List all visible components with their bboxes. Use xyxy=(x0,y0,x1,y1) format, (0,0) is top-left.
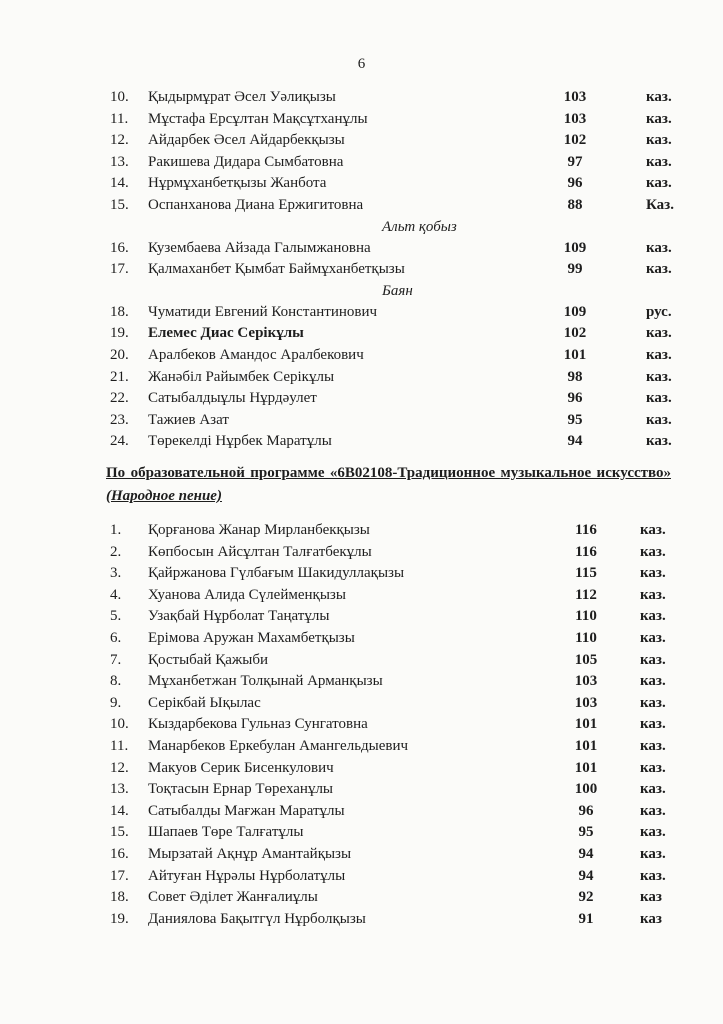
row-language: каз. xyxy=(640,759,666,776)
list-row xyxy=(0,758,723,780)
row-score: 102 xyxy=(563,325,587,342)
row-language: каз. xyxy=(640,522,666,538)
program-heading-italic: (Народное пение) xyxy=(106,488,222,504)
row-number: 2. xyxy=(110,543,122,560)
row-number: 13. xyxy=(110,153,129,170)
row-language: каз. xyxy=(646,110,672,127)
row-number: 17. xyxy=(110,261,129,278)
row-score: 97 xyxy=(567,153,583,170)
row-score: 115 xyxy=(575,565,597,582)
list-row xyxy=(0,628,723,650)
row-score: 103 xyxy=(574,694,598,711)
row-number: 19. xyxy=(110,910,129,927)
row-number: 11. xyxy=(110,737,129,754)
row-name: Шапаев Төре Талғатұлы xyxy=(148,824,304,841)
row-score: 116 xyxy=(575,522,597,538)
row-name: Ракишева Дидара Сымбатовна xyxy=(148,153,344,170)
rows-block-folk-singing xyxy=(0,520,723,930)
row-number: 9. xyxy=(110,694,122,711)
rows-block-kobyz xyxy=(0,87,723,217)
row-name: Қорғанова Жанар Мирланбекқызы xyxy=(148,522,370,538)
row-number: 20. xyxy=(110,346,129,363)
row-number: 13. xyxy=(110,781,129,798)
row-language: каз. xyxy=(640,586,666,603)
row-score: 112 xyxy=(575,586,597,603)
row-score: 101 xyxy=(574,737,598,754)
row-score: 110 xyxy=(575,629,597,646)
row-name: Хуанова Алида Сүлейменқызы xyxy=(148,586,346,603)
row-name: Тоқтасын Ернар Төреханұлы xyxy=(148,781,334,798)
row-name: Сатыбалдыұлы Нұрдәулет xyxy=(148,390,317,407)
row-name: Серікбай Ықылас xyxy=(148,694,261,711)
row-score: 109 xyxy=(563,239,587,256)
row-language: Каз. xyxy=(646,196,674,213)
row-name: Көпбосын Айсұлтан Талғатбекұлы xyxy=(148,543,372,560)
row-language: каз. xyxy=(640,543,666,560)
subheading-alt-kobyz: Альт қобыз xyxy=(382,218,457,235)
list-row xyxy=(0,130,723,152)
list-row xyxy=(0,109,723,131)
list-row xyxy=(0,693,723,715)
row-name: Айтуған Нұрәлы Нұрболатұлы xyxy=(148,867,346,884)
row-name: Қайржанова Гүлбағым Шакидуллақызы xyxy=(148,565,405,582)
row-language: каз. xyxy=(640,694,666,711)
row-number: 7. xyxy=(110,651,122,668)
row-score: 94 xyxy=(578,867,594,884)
list-row xyxy=(0,822,723,844)
list-row xyxy=(0,345,723,367)
row-language: каз. xyxy=(646,153,672,170)
row-name: Чуматиди Евгений Константинович xyxy=(148,303,378,320)
row-name: Мұханбетжан Толқынай Арманқызы xyxy=(148,673,383,690)
row-number: 18. xyxy=(110,889,129,906)
list-row xyxy=(0,173,723,195)
list-row xyxy=(0,302,723,324)
row-language: каз. xyxy=(640,845,666,862)
row-name: Төрекелді Нұрбек Маратұлы xyxy=(148,433,332,450)
row-language: каз. xyxy=(646,433,672,450)
row-language: каз. xyxy=(646,390,672,407)
list-row xyxy=(0,866,723,888)
row-score: 96 xyxy=(567,390,583,407)
row-number: 17. xyxy=(110,867,129,884)
rows-block-bayan xyxy=(0,302,723,453)
list-row xyxy=(0,195,723,217)
row-number: 10. xyxy=(110,716,129,733)
row-name: Жанәбіл Райымбек Серікұлы xyxy=(148,368,335,385)
row-number: 14. xyxy=(110,175,129,192)
row-name: Кыздарбекова Гульназ Сунгатовна xyxy=(148,716,368,733)
row-language: каз. xyxy=(646,132,672,149)
row-name: Манарбеков Еркебулан Амангельдыевич xyxy=(148,737,409,754)
row-score: 94 xyxy=(567,433,583,450)
row-name: Аралбеков Амандос Аралбекович xyxy=(148,346,364,363)
list-row xyxy=(0,909,723,931)
row-language: каз. xyxy=(646,261,672,278)
row-number: 11. xyxy=(110,110,129,127)
row-name: Сатыбалды Мағжан Маратұлы xyxy=(148,802,345,819)
row-language: каз. xyxy=(646,175,672,192)
row-language: каз. xyxy=(640,608,666,625)
section-list-2 xyxy=(0,520,723,930)
list-row xyxy=(0,367,723,389)
list-row xyxy=(0,238,723,260)
page-number: 6 xyxy=(357,56,366,72)
row-number: 6. xyxy=(110,629,122,646)
row-language: каз. xyxy=(640,824,666,841)
row-name: Ерімова Аружан Махамбетқызы xyxy=(148,629,355,646)
rows-block-alt-kobyz xyxy=(0,238,723,281)
row-number: 23. xyxy=(110,411,129,428)
row-number: 18. xyxy=(110,303,129,320)
row-name: Совет Әділет Жанғалиұлы xyxy=(148,889,318,906)
row-language: каз xyxy=(640,910,662,927)
list-row xyxy=(0,259,723,281)
row-name: Узақбай Нұрболат Таңатұлы xyxy=(148,608,330,625)
list-row xyxy=(0,844,723,866)
row-number: 4. xyxy=(110,586,122,603)
row-number: 12. xyxy=(110,759,129,776)
row-score: 92 xyxy=(578,889,594,906)
list-row xyxy=(0,650,723,672)
row-score: 101 xyxy=(563,346,587,363)
list-row xyxy=(0,714,723,736)
row-language: каз. xyxy=(646,89,672,105)
row-name: Елемес Диас Серікұлы xyxy=(148,325,304,342)
row-score: 96 xyxy=(578,802,594,819)
row-language: каз. xyxy=(646,239,672,256)
list-row xyxy=(0,563,723,585)
row-language: каз. xyxy=(640,651,666,668)
row-language: каз. xyxy=(640,629,666,646)
row-score: 99 xyxy=(567,261,583,278)
row-name: Кузембаева Айзада Галымжановна xyxy=(148,239,371,256)
row-name: Даниялова Бақытгүл Нұрболқызы xyxy=(148,910,366,927)
row-number: 19. xyxy=(110,325,129,342)
row-number: 24. xyxy=(110,433,129,450)
list-row xyxy=(0,410,723,432)
row-number: 15. xyxy=(110,824,129,841)
row-name: Оспанханова Диана Ержигитовна xyxy=(148,196,364,213)
row-language: каз. xyxy=(640,867,666,884)
row-number: 22. xyxy=(110,390,129,407)
section-list-1 xyxy=(0,87,723,453)
row-language: каз. xyxy=(646,368,672,385)
row-language: каз. xyxy=(646,325,672,342)
list-row xyxy=(0,606,723,628)
list-row xyxy=(0,152,723,174)
list-row xyxy=(0,736,723,758)
list-row xyxy=(0,388,723,410)
row-number: 14. xyxy=(110,802,129,819)
row-score: 109 xyxy=(563,303,587,320)
subheading-bayan: Баян xyxy=(382,282,413,299)
list-row xyxy=(0,87,723,109)
row-number: 8. xyxy=(110,673,122,690)
row-name: Қалмаханбет Қымбат Баймұханбетқызы xyxy=(148,261,405,278)
list-row xyxy=(0,887,723,909)
row-language: каз. xyxy=(646,346,672,363)
row-score: 103 xyxy=(563,110,587,127)
row-name: Қостыбай Қажыби xyxy=(148,651,268,668)
list-row xyxy=(0,323,723,345)
row-number: 3. xyxy=(110,565,122,582)
row-language: каз. xyxy=(640,781,666,798)
row-score: 116 xyxy=(575,543,597,560)
list-row xyxy=(0,779,723,801)
row-number: 12. xyxy=(110,132,129,149)
row-name: Мырзатай Ақнұр Амантайқызы xyxy=(148,845,352,862)
row-score: 101 xyxy=(574,716,598,733)
row-score: 100 xyxy=(574,781,598,798)
list-row xyxy=(0,520,723,542)
row-number: 5. xyxy=(110,608,122,625)
row-number: 16. xyxy=(110,845,129,862)
row-score: 110 xyxy=(575,608,597,625)
row-language: каз. xyxy=(640,565,666,582)
row-score: 88 xyxy=(567,196,583,213)
row-language: каз. xyxy=(640,802,666,819)
list-row xyxy=(0,431,723,453)
row-score: 91 xyxy=(578,910,594,927)
row-language: каз. xyxy=(646,411,672,428)
row-number: 1. xyxy=(110,522,122,538)
list-row xyxy=(0,801,723,823)
row-score: 95 xyxy=(578,824,594,841)
row-score: 102 xyxy=(563,132,587,149)
row-name: Тажиев Азат xyxy=(148,411,229,428)
row-score: 103 xyxy=(563,89,587,105)
row-score: 96 xyxy=(567,175,583,192)
row-name: Нұрмұханбетқызы Жанбота xyxy=(148,175,327,192)
row-language: каз. xyxy=(640,716,666,733)
row-name: Қыдырмұрат Әсел Уәлиқызы xyxy=(148,89,336,105)
row-language: рус. xyxy=(646,303,672,320)
row-score: 94 xyxy=(578,845,594,862)
list-row xyxy=(0,671,723,693)
row-score: 101 xyxy=(574,759,598,776)
row-score: 98 xyxy=(567,368,583,385)
row-score: 103 xyxy=(574,673,598,690)
list-row xyxy=(0,542,723,564)
row-number: 10. xyxy=(110,89,129,105)
row-score: 105 xyxy=(574,651,598,668)
row-number: 16. xyxy=(110,239,129,256)
row-name: Мұстафа Ерсұлтан Мақсұтханұлы xyxy=(148,110,368,127)
row-language: каз. xyxy=(640,673,666,690)
row-number: 15. xyxy=(110,196,129,213)
row-number: 21. xyxy=(110,368,129,385)
program-heading-text: По образовательной программе «6В02108-Традиционное музыкальное искусство» xyxy=(106,465,671,481)
row-name: Айдарбек Әсел Айдарбекқызы xyxy=(148,132,345,149)
list-row xyxy=(0,585,723,607)
row-language: каз xyxy=(640,889,662,906)
program-heading xyxy=(106,462,671,508)
row-score: 95 xyxy=(567,411,583,428)
row-name: Макуов Серик Бисенкулович xyxy=(148,759,334,776)
row-language: каз. xyxy=(640,737,666,754)
